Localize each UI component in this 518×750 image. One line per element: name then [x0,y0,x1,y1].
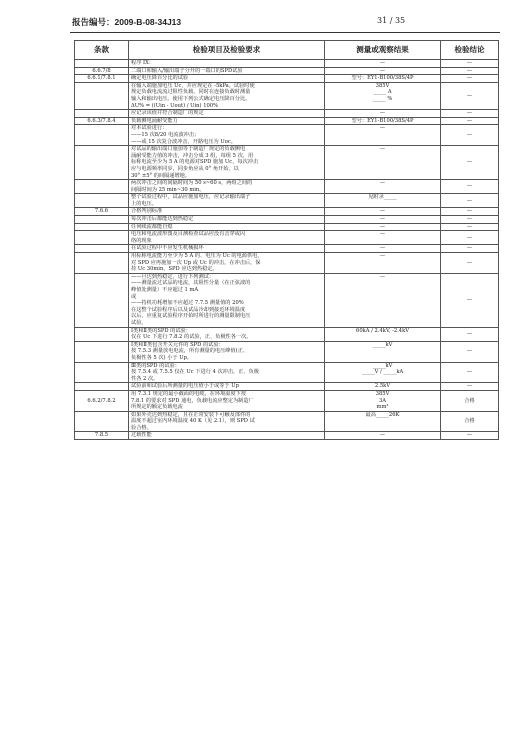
result-line: — [379,245,386,252]
clause-cell [75,146,129,180]
verdict-cell: — [441,253,499,274]
result-line: — [379,253,386,260]
item-line: 所规定的额定负载电流 [131,404,183,411]
verdict-cell: — [441,194,499,208]
result-line: — [379,180,386,187]
clause-cell: 7.8.5 [75,432,129,440]
table-row [75,67,499,75]
result-line: 385V [375,390,390,397]
result-line: — [379,67,386,74]
verdict-cell: — [441,383,499,391]
item-line: 30° ±5° 的间隔递增地。 [131,172,191,179]
clause-cell [75,411,129,432]
result-line: _____ A [373,89,392,96]
result-cell [325,273,441,327]
clause-cell: 6.6.1/7.8.1 [75,75,129,83]
item-cell [129,117,325,125]
result-cell [325,223,441,231]
result-line: 60kA / 2.4kV, -2.4kV [356,327,409,334]
verdict-cell: — [441,146,499,180]
clause-cell: 6.6.2/7.8.2 [75,390,129,411]
item-line: 规定负载电流流过阻性负载，同时在连接负载时测量 [131,89,251,96]
table-row [75,82,499,109]
result-cell [325,362,441,383]
result-cell [325,194,441,208]
report-header [72,14,492,30]
item-cell [129,180,325,194]
result-line: _____ % [372,95,393,102]
result-cell [325,231,441,245]
table-row [75,117,499,125]
verdict-cell: — [441,432,499,440]
result-line: mm² [376,404,389,411]
table-row [75,245,499,253]
result-cell [325,327,441,341]
item-cell [129,223,325,231]
result-cell [325,390,441,411]
item-line: 二端口和输入/输出端子分开的一端口的SPD试验 [131,67,243,74]
verdict-cell: — [441,327,499,341]
clause-cell [75,341,129,362]
result-line: — [379,110,386,117]
result-line: 见附录_____ [368,194,397,201]
result-line: _____V / _____kA [361,369,404,376]
header-clause: 条款 [75,41,129,60]
result-line: 最高_____26K [365,411,400,418]
item-line: 峰值处测量）不应超过 1 mA [131,287,199,293]
item-cell [129,146,325,180]
table-row [75,146,499,180]
item-line: 7.8.1 的要求对 SPD 通电，负载电流应整定为制造厂 [131,397,254,404]
result-cell [325,432,441,440]
item-line: 仅在 Uc 下进行 7.8.2 的试验，正、负极性各一次。 [131,334,252,341]
item-line: 整个试验过程中，试品应施加电压，应记录输出端子 [131,194,251,201]
header-item: 检验项目及检验要求 [129,41,325,60]
verdict-cell: — [441,82,499,109]
item-line: 如果外壳达到热稳定，且在正常安装下可触及部件的 [131,411,251,418]
item-line: ——旦达到热稳定，进行下列测试： [131,273,215,280]
verdict-cell: — [441,362,499,383]
item-line: 用标称电流能力至少为 5 A 的、电压为 Uc 的电源供电， [131,253,263,260]
item-line: 负载侧电涌耐受能力 [131,117,178,124]
item-line: 温度不超过室内环境温度 40 K（见 2.1），则 SPD 试 [131,418,255,425]
verdict-cell: — [441,67,499,75]
clause-cell [75,273,129,327]
result-cell [325,411,441,432]
verdict-cell: — [441,245,499,253]
table-row [75,194,499,208]
clause-cell [75,231,129,245]
item-line: 络的现象 [131,237,152,244]
verdict-cell: — [441,223,499,231]
verdict-cell: — [441,60,499,68]
item-cell [129,110,325,118]
item-line: ——持机功耗增加不应超过 7.7.5 测量值的 20% [131,300,244,307]
result-cell [325,60,441,68]
result-line: _____kV [372,362,393,369]
table-row [75,411,499,432]
verdict-cell: — [441,110,499,118]
item-cell [129,341,325,362]
item-line: 试验前和试验后所测量的电压值小于或等于 Up [131,383,239,390]
item-line: 试验。 [131,319,147,326]
item-cell [129,383,325,391]
item-line: ——测量流过试品的电流，其阻性分量（在正弦波的 [131,280,251,287]
item-line: 在这整个试验程序后以及试品冷却到接近环境温度 [131,306,246,313]
item-cell [129,231,325,245]
item-line: 间隔时间为 25 min~30 min。 [131,186,205,193]
table-row [75,180,499,194]
table-row [75,362,499,383]
clause-cell [75,327,129,341]
result-cell [325,82,441,109]
item-cell [129,432,325,440]
item-cell [129,60,325,68]
report-number: 报告编号：2009-B-08-34J13 [72,17,182,27]
clause-cell: 7.6.6 [75,208,129,216]
item-cell [129,273,325,327]
item-line: 电压和电流波形图及目测检查试品应没有击穿或闪 [131,231,246,238]
result-cell [325,117,441,125]
verdict-cell: — [441,75,499,83]
item-line: 标称电流至少为 5 A 的电源对SPD 施加 Uc，每次冲击 [131,159,259,166]
result-line: — [379,146,386,153]
item-cell [129,75,325,83]
item-cell [129,216,325,224]
item-line: 性各 2 次。 [131,375,159,382]
clause-cell: 6.6.7/8 [75,67,129,75]
table-row [75,216,499,224]
item-line: Ⅰ类和Ⅱ类的SPD 的试验： [131,327,191,334]
result-line: — [379,208,386,215]
result-cell [325,75,441,83]
item-line: 在试验过程中不应发生机械损坏 [131,245,204,252]
table-row [75,253,499,274]
item-line: 每次冲击后都能达到热稳定 [131,216,194,223]
clause-cell: 6.6.3/7.8.4 [75,117,129,125]
item-line: 合格判别标准 [131,208,163,215]
result-line: — [379,125,386,132]
item-line: 按 7.5.4 或 7.5.5 仅在 Uc 下进行 4 次冲击，正、负极 [131,369,259,376]
result-line: 3A [378,397,387,404]
item-line: 以后，应重复试验程序开始时所进行的测量限制电压 [131,313,251,320]
item-line: 负极性各 5 次) 小于 Up。 [131,354,193,361]
table-row [75,341,499,362]
verdict-cell: — [441,125,499,146]
result-cell [325,208,441,216]
item-cell [129,125,325,146]
table-row [75,75,499,83]
item-line: 应与电源频率同步，同步角应从 0° 角开始，以 [131,165,239,172]
table-row [75,327,499,341]
result-cell [325,245,441,253]
item-cell [129,362,325,383]
clause-cell [75,362,129,383]
result-line: — [379,223,386,230]
table-row [75,125,499,146]
item-line: 验合格。 [131,424,152,431]
table-body [75,60,499,440]
item-line: 对本试验进行： [131,125,168,132]
table-row [75,223,499,231]
result-cell [325,253,441,274]
verdict-cell: — [441,231,499,245]
item-line: 涌耐受能力值的冲击，冲击分成 3 组，每组 5 次，用 [131,152,254,159]
item-line: 应记录该值并符合制造厂的规定 [131,110,204,117]
item-line: Ⅲ类的SPD 的试验： [131,362,180,369]
item-line: ——或 15 次复合波冲击，开路电压为 Uoc。 [131,138,236,145]
clause-cell [75,60,129,68]
header-verdict: 检验结论 [441,41,499,60]
item-cell [129,253,325,274]
clause-cell [75,194,129,208]
result-cell [325,341,441,362]
verdict-cell: 合格 [441,390,499,411]
result-cell [325,216,441,224]
item-line: 持 Uc 30min，SPD 应达到热稳定。 [131,266,218,273]
item-line: ΔU% = ((Uin - Uout) / Uin) 100% [131,102,219,109]
clause-cell [75,383,129,391]
item-line: 确定电压降百分比的试验 [131,75,189,82]
item-line: 上的电压。 [131,200,157,207]
table-row [75,273,499,327]
result-line: 385V [375,82,390,89]
result-line: 2.5kV [374,383,391,390]
table-row [75,390,499,411]
table-row [75,383,499,391]
result-line: _____kV [372,341,393,348]
item-line: ——15 次8/20 电流波冲击； [131,131,200,138]
verdict-cell: — [441,208,499,216]
item-cell [129,82,325,109]
clause-cell [75,82,129,109]
item-cell [129,67,325,75]
item-cell [129,327,325,341]
item-line: 对试品的输出端口施加等于制造厂规定的负载侧电 [131,146,246,153]
item-line: 用 7.3.1 规定的最小截面的电缆，在环境温度下按 [131,390,247,397]
item-cell [129,390,325,411]
page-number: 31 / 35 [377,16,406,25]
clause-cell [75,245,129,253]
item-cell [129,194,325,208]
result-line: — [379,432,386,439]
table-row [75,110,499,118]
result-line: — [379,60,386,66]
table-header-row [75,41,499,60]
clause-cell [75,125,129,146]
item-cell [129,411,325,432]
table-row [75,60,499,68]
verdict-cell: — [441,117,499,125]
item-line: 或 [131,293,137,300]
item-line: 输入和输出电压。使用下列公式确定电压降百分比。 [131,95,251,102]
result-cell [325,180,441,194]
result-line: — [379,231,386,238]
item-line: 任何续流都能自熄 [131,223,173,230]
header-result: 测量或观察结果 [325,41,441,60]
clause-cell [75,253,129,274]
result-line: 型号：EY1-B100/38S/4P [351,75,414,82]
item-line: 两次冲击之间的间隔时间为 50 s~60 s，两组之间的 [131,180,253,187]
header-rule [70,32,500,33]
result-cell [325,110,441,118]
clause-cell [75,223,129,231]
result-cell [325,125,441,146]
item-line: 程序 IX： [131,60,154,66]
verdict-cell: — [441,341,499,362]
result-line: — [379,216,386,223]
item-line: 在输入端施加电压 Uc，并应规定在 -5kPa。试验时使 [131,82,255,89]
result-cell [325,146,441,180]
verdict-cell: — [441,180,499,194]
table-row [75,432,499,440]
item-line: 按 7.5.3 测量放电电流，所有测量的电压峰值(正、 [131,348,249,355]
clause-cell [75,180,129,194]
item-line: 对 SPD 应再施加一次 Up 或 Uc 的冲击，在冲击后，保 [131,259,261,266]
table-row [75,208,499,216]
clause-cell [75,110,129,118]
result-line: — [379,273,386,280]
verdict-cell: 合格 [441,411,499,432]
result-cell [325,67,441,75]
result-line: 型号：EY1-B100/38S/4P [351,117,414,124]
clause-cell [75,216,129,224]
table-row [75,231,499,245]
result-cell [325,383,441,391]
item-cell [129,245,325,253]
verdict-cell: — [441,216,499,224]
verdict-cell: — [441,273,499,327]
item-line: Ⅰ类和Ⅱ类包含开关元件的 SPD 的试验： [131,341,224,348]
item-cell [129,208,325,216]
item-line: 过载性能 [131,432,152,439]
inspection-table [74,40,499,440]
